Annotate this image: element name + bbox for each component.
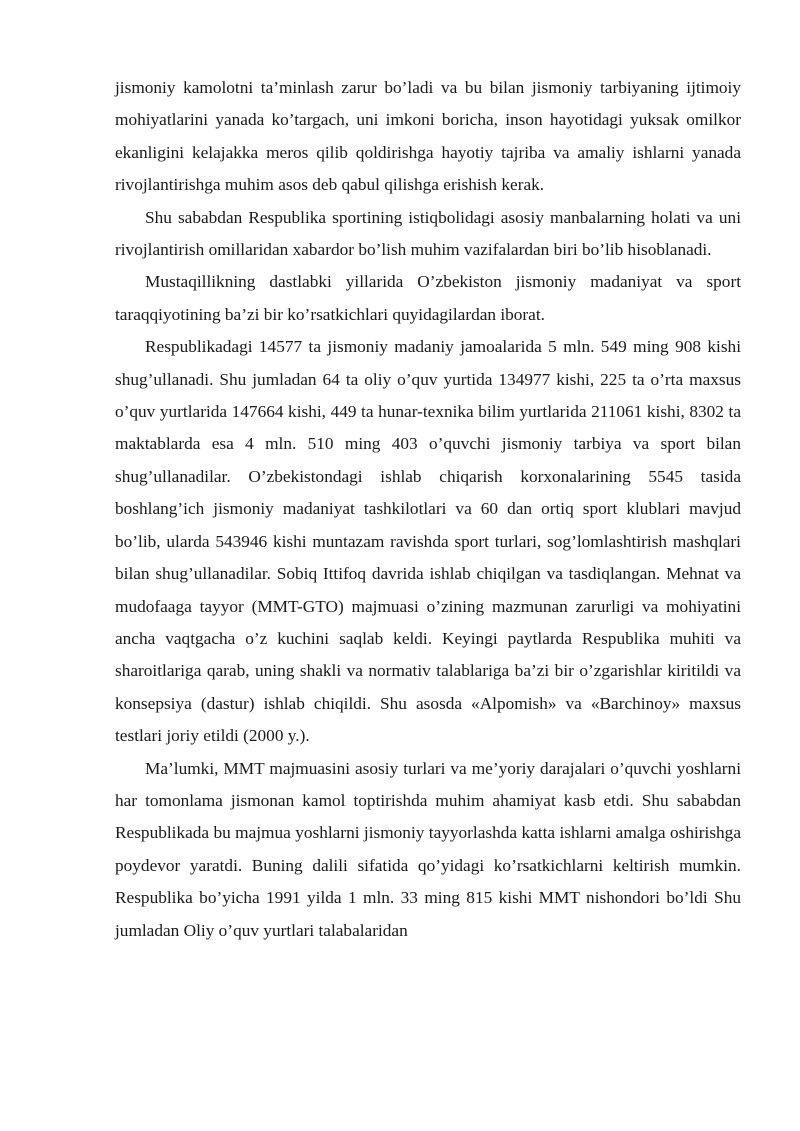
paragraph-1: jismoniy kamolotni ta’minlash zarur bo’ladi va bu bilan jismoniy tarbiyaning ijtimoiy mohiyatlarini yanada ko’targach, uni imkoni boricha, inson hayotidagi yuksak omilkor ekanligini kelajakka meros qilib qoldirishga hayotiy tajriba va amaliy ishlarni yanada rivojlantirishga muhim asos deb qabul qilishga erishish kerak. (115, 78, 741, 195)
paragraph-5: Ma’lumki, MMT majmuasini asosiy turlari va me’yoriy darajalari o’quvchi yoshlarni har tomonlama jismonan kamol toptirishda muhim ahamiyat kasb etdi. Shu sababdan Respublikada bu majmua yoshlarni jismoniy tayyorlashda katta ishlarni amalga oshirishga poydevor yaratdi. Buning dalili sifatida qo’yidagi ko’rsatkichlarni keltirish mumkin. Respublika bo’yicha 1991 yilda 1 mln. 33 ming 815 kishi MMT nishondori bo’ldi Shu jumladan Oliy o’quv yurtlari talabalaridan (115, 758, 741, 940)
paragraph-3: Mustaqillikning dastlabki yillarida O’zbekiston jismoniy madaniyat va sport taraqqiyotining ba’zi bir ko’rsatkichlari quyidagilardan iborat. (115, 272, 741, 324)
document-page (115, 72, 741, 947)
paragraph-2: Shu sababdan Respublika sportining istiqbolidagi asosiy manbalarning holati va uni rivojlantirish omillaridan xabardor bo’lish muhim vazifalardan biri bo’lib hisoblanadi. (115, 207, 741, 260)
paragraph-4: Respublikadagi 14577 ta jismoniy madaniy jamoalarida 5 mln. 549 ming 908 kishi shug’ullanadi. Shu jumladan 64 ta oliy o’quv yurtida 134977 kishi, 225 ta o’rta maxsus o’quv yurtlarida 147664 kishi, 449 ta hunar-texnika bilim yurtlarida 211061 kishi, 8302 ta maktablarda esa 4 mln. 510 ming 403 o’quvchi jismoniy tarbiya va sport bilan shug’ullanadilar. O’zbekistondagi ishlab chiqarish korxonalarining 5545 tasida boshlang’ich jismoniy madaniyat tashkilotlari va 60 dan ortiq sport klublari mavjud bo’lib, ularda 543946 kishi muntazam ravishda sport turlari, sog’lomlashtirish mashqlari bilan shug’ullanadilar. Sobiq Ittifoq davrida ishlab chiqilgan va tasdiqlangan. Mehnat va mudofaaga tayyor (MMT-GTO) majmuasi o’zining mazmunan zarurligi va mohiyatini ancha vaqtgacha o’z kuchini saqlab keldi. Keyingi paytlarda Respublika muhiti va sharoitlariga qarab, uning shakli va normativ talablariga ba’zi bir o’zgarishlar kiritildi va konsepsiya (dastur) ishlab chiqildi. Shu asosda «Alpomish» va «Barchinoy» maxsus testlari joriy etildi (2000 y.). (115, 337, 741, 746)
